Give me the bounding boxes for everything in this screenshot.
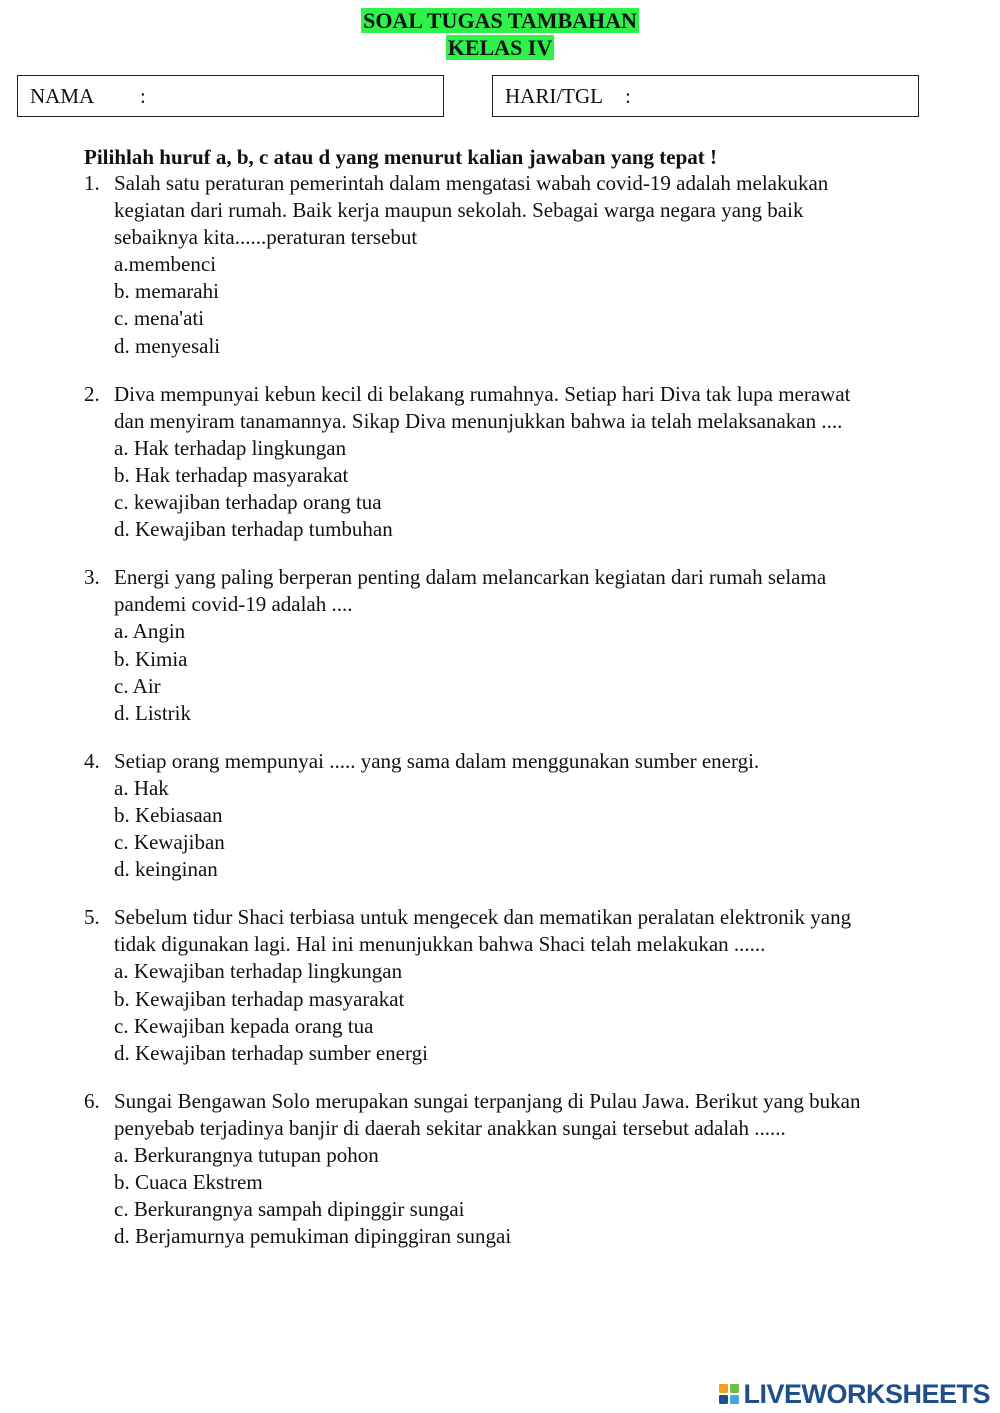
liveworksheets-logo-icon bbox=[718, 1383, 740, 1405]
question-number: 6. bbox=[84, 1088, 100, 1113]
answer-option[interactable]: b. Cuaca Ekstrem bbox=[114, 1170, 263, 1195]
answer-option[interactable]: c. Berkurangnya sampah dipinggir sungai bbox=[114, 1197, 465, 1222]
question-number: 2. bbox=[84, 381, 100, 406]
answer-option[interactable]: c. mena'ati bbox=[114, 306, 205, 331]
instruction-text: Pilihlah huruf a, b, c atau d yang menurut kalian jawaban yang tepat ! bbox=[84, 145, 718, 169]
question-item bbox=[84, 1088, 884, 1251]
answer-option[interactable]: a. Kewajiban terhadap lingkungan bbox=[114, 959, 403, 984]
nama-field[interactable] bbox=[17, 75, 444, 117]
answer-options bbox=[114, 435, 884, 543]
question-number: 4. bbox=[84, 748, 100, 773]
question-text: Energi yang paling berperan penting dalam melancarkan kegiatan dari rumah selama pandemi covid-19 adalah .... bbox=[114, 565, 827, 617]
answer-options bbox=[114, 775, 884, 883]
answer-options bbox=[114, 958, 884, 1066]
question-item bbox=[84, 564, 884, 727]
liveworksheets-wordmark: LIVEWORKSHEETS bbox=[743, 1378, 990, 1409]
answer-option[interactable]: d. Berjamurnya pemukiman dipinggiran sungai bbox=[114, 1224, 512, 1249]
hari-tgl-label: HARI/TGL bbox=[505, 84, 603, 108]
answer-options bbox=[114, 251, 884, 359]
answer-option[interactable]: b. Kewajiban terhadap masyarakat bbox=[114, 986, 405, 1011]
answer-option[interactable]: c. Air bbox=[114, 673, 161, 698]
question-number: 3. bbox=[84, 565, 100, 590]
answer-option[interactable]: a.membenci bbox=[114, 252, 217, 277]
worksheet-class-label bbox=[0, 35, 1000, 61]
answer-option[interactable]: d. Kewajiban terhadap tumbuhan bbox=[114, 517, 393, 542]
question-text: Salah satu peraturan pemerintah dalam mengatasi wabah covid-19 adalah melakukan kegiatan dari rumah. Baik kerja maupun sekolah. Sebagai warga negara yang baik sebaiknya kita......peraturan tersebut bbox=[114, 171, 829, 250]
answer-options bbox=[114, 618, 884, 726]
answer-option[interactable]: d. menyesali bbox=[114, 333, 221, 358]
answer-option[interactable]: a. Hak bbox=[114, 775, 169, 800]
worksheet-title bbox=[0, 8, 1000, 34]
question-text: Diva mempunyai kebun kecil di belakang rumahnya. Setiap hari Diva tak lupa merawat dan menyiram tanamannya. Sikap Diva menunjukkan bahwa ia telah melaksanakan .... bbox=[114, 381, 851, 433]
worksheet-class-text: KELAS IV bbox=[447, 35, 553, 60]
question-list bbox=[84, 170, 884, 1250]
answer-option[interactable]: d. keinginan bbox=[114, 857, 218, 882]
hari-tgl-colon: : bbox=[625, 84, 631, 108]
question-item bbox=[84, 904, 884, 1067]
answer-option[interactable]: d. Listrik bbox=[114, 700, 191, 725]
worksheet-title-text: SOAL TUGAS TAMBAHAN bbox=[363, 8, 637, 33]
question-item bbox=[84, 381, 884, 544]
answer-option[interactable]: b. Kimia bbox=[114, 646, 188, 671]
answer-option[interactable]: c. kewajiban terhadap orang tua bbox=[114, 490, 382, 515]
nama-label: NAMA bbox=[30, 84, 95, 108]
question-item bbox=[84, 748, 884, 883]
answer-option[interactable]: c. Kewajiban kepada orang tua bbox=[114, 1013, 374, 1038]
hari-tgl-field[interactable] bbox=[492, 75, 919, 117]
answer-options bbox=[114, 1142, 884, 1250]
question-text: Sungai Bengawan Solo merupakan sungai terpanjang di Pulau Jawa. Berikut yang bukan penyebab terjadinya banjir di daerah sekitar anakkan sungai tersebut adalah ...... bbox=[114, 1088, 861, 1140]
answer-option[interactable]: a. Angin bbox=[114, 619, 186, 644]
liveworksheets-branding bbox=[718, 1379, 990, 1409]
question-item bbox=[84, 170, 884, 360]
answer-option[interactable]: b. Hak terhadap masyarakat bbox=[114, 462, 349, 487]
question-number: 1. bbox=[84, 171, 100, 195]
nama-colon: : bbox=[140, 84, 146, 108]
answer-option[interactable]: a. Berkurangnya tutupan pohon bbox=[114, 1143, 379, 1167]
answer-option[interactable]: a. Hak terhadap lingkungan bbox=[114, 435, 347, 460]
question-text: Sebelum tidur Shaci terbiasa untuk mengecek dan mematikan peralatan elektronik yang tidak digunakan lagi. Hal ini menunjukkan bahwa Shaci telah melakukan ...... bbox=[114, 905, 852, 957]
question-text: Setiap orang mempunyai ..... yang sama dalam menggunakan sumber energi. bbox=[114, 748, 760, 773]
answer-option[interactable]: b. memarahi bbox=[114, 279, 219, 304]
answer-option[interactable]: d. Kewajiban terhadap sumber energi bbox=[114, 1040, 428, 1065]
answer-option[interactable]: c. Kewajiban bbox=[114, 830, 225, 855]
answer-option[interactable]: b. Kebiasaan bbox=[114, 802, 223, 827]
question-number: 5. bbox=[84, 905, 100, 930]
